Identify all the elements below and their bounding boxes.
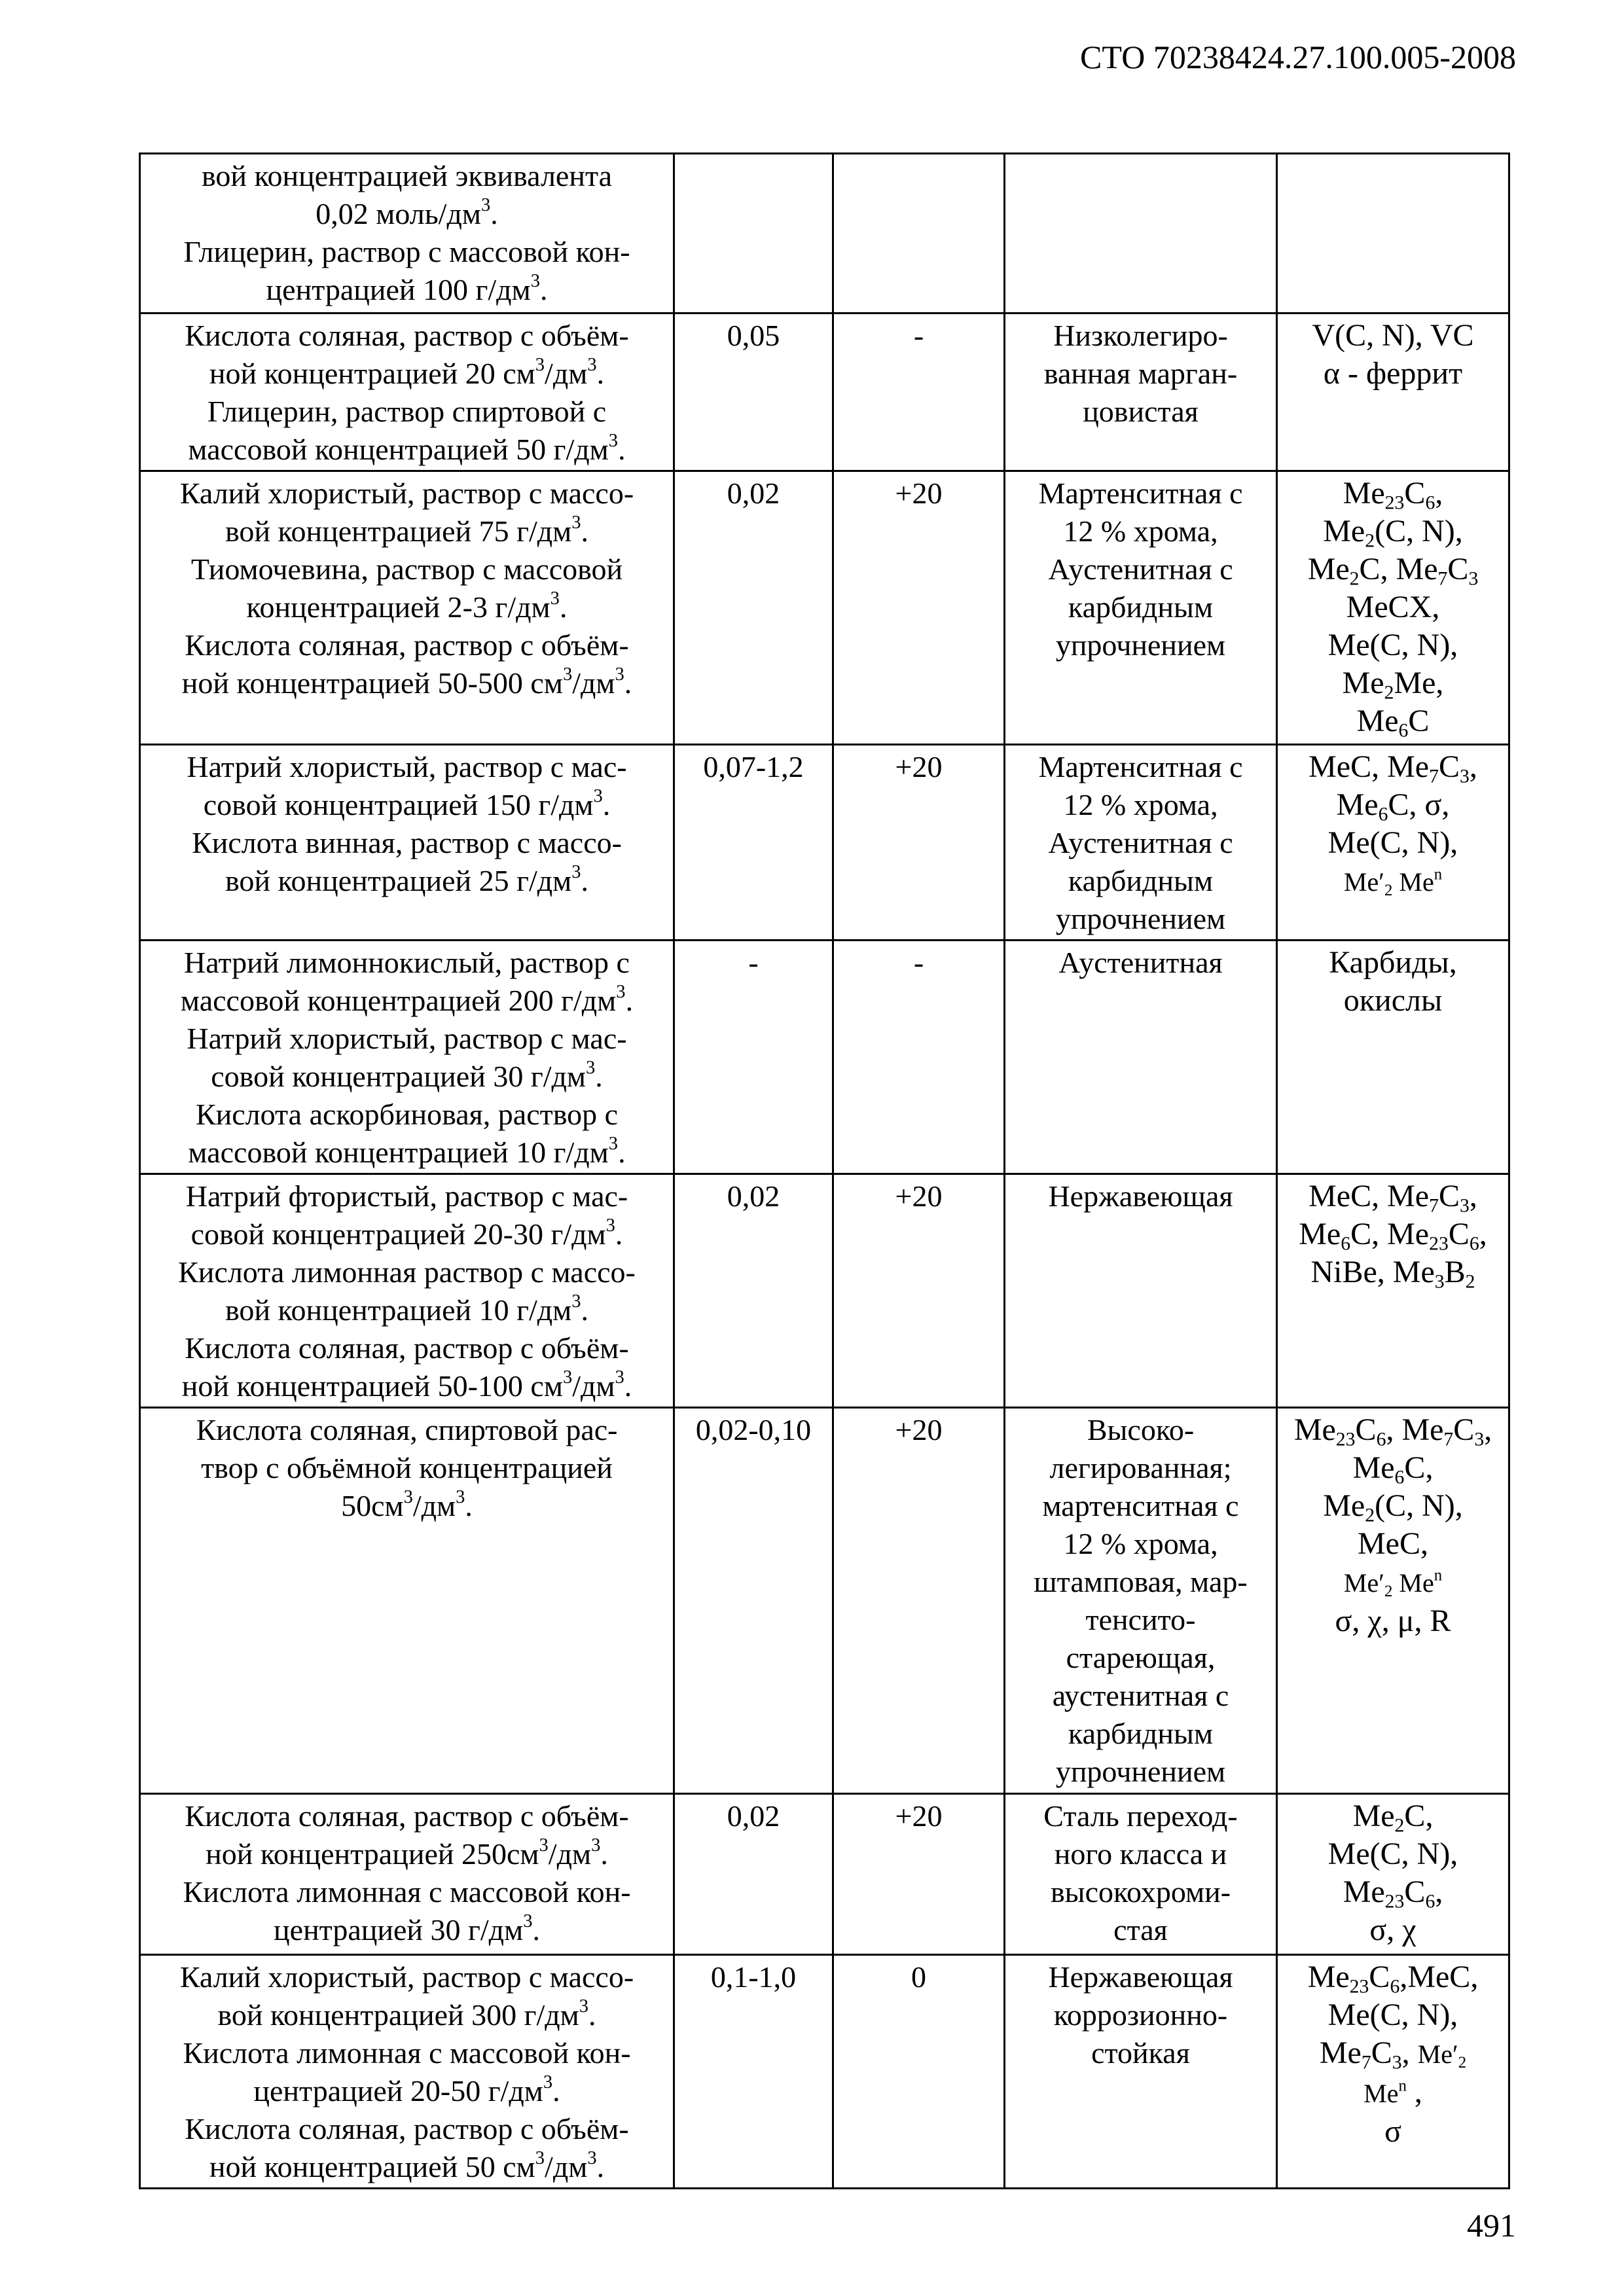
composition-line: 0,02 моль/$дм^3$. bbox=[316, 195, 498, 230]
composition-line: $50см^3/дм^3$. bbox=[341, 1487, 473, 1522]
table-body bbox=[140, 154, 1509, 2189]
phases-cell bbox=[1277, 1174, 1509, 1408]
phase-line: $Me_2(C$, N), bbox=[1323, 514, 1463, 552]
composition-line: Тиомочевина, раствор с массовой bbox=[190, 552, 623, 586]
composition-line: массовой концентрацией 200 $г/дм^3$. bbox=[180, 982, 634, 1017]
composition-line: Кислота лимонная с массовой кон- bbox=[183, 2036, 631, 2070]
steel-class-line: карбидным bbox=[1068, 864, 1214, 897]
steel-class-line: высокохроми- bbox=[1050, 1875, 1231, 1909]
steel-class-line: Нержавеющая bbox=[1048, 1960, 1233, 1994]
composition-cell bbox=[140, 314, 674, 471]
steel-class-line: легированная; bbox=[1049, 1451, 1232, 1484]
steel-class-line: Аустенитная bbox=[1058, 946, 1223, 979]
temperature-cell: - bbox=[833, 314, 1005, 471]
phases-cell bbox=[1277, 471, 1509, 745]
document-code: СТО 70238424.27.100.005-2008 bbox=[1080, 39, 1516, 75]
composition-line: Кислота лимонная с массовой кон- bbox=[183, 1875, 631, 1909]
composition-line: Натрий хлористый, раствор с мас- bbox=[187, 1022, 627, 1055]
phase-line: MeC, $Me_7C_3$, bbox=[1308, 1179, 1477, 1217]
phase-line: $Me_2Me$, bbox=[1342, 666, 1444, 704]
steel-class-line: ванная марган- bbox=[1043, 357, 1238, 390]
phase-line: $Me_6C$, $Me_{23}C_6$, bbox=[1299, 1217, 1487, 1255]
steel-class-line: 12 % хрома, bbox=[1063, 788, 1218, 821]
temperature-cell: 0 bbox=[833, 1955, 1005, 2189]
phases-cell bbox=[1277, 1955, 1509, 2189]
phase-line: σ bbox=[1384, 2114, 1401, 2149]
composition-line: Кислота винная, раствор с массо- bbox=[192, 826, 622, 859]
composition-line: Кислота лимонная раствор с массо- bbox=[178, 1255, 636, 1289]
composition-line: Калий хлористый, раствор с массо- bbox=[179, 476, 634, 510]
steel-class-line: мартенситная с bbox=[1042, 1489, 1239, 1522]
phase-line: α - феррит bbox=[1323, 356, 1463, 391]
table-row bbox=[140, 471, 1509, 745]
table-row bbox=[140, 941, 1509, 1174]
composition-line: центрацией 30 $г/дм^3$. bbox=[274, 1911, 540, 1946]
composition-line: совой концентрацией 150 $г/дм^3$. bbox=[203, 786, 611, 821]
steel-class-line: Мартенситная с bbox=[1038, 476, 1243, 510]
phase-line: $Me_6C$ bbox=[1356, 704, 1430, 742]
table-row bbox=[140, 154, 1509, 314]
composition-line: центрацией 100 $г/дм^3$. bbox=[266, 271, 548, 306]
table-row bbox=[140, 745, 1509, 941]
composition-line: Кислота соляная, спиртовой рас- bbox=[196, 1413, 618, 1446]
composition-line: ной концентрацией 50-100 $см^3/дм^3$. bbox=[181, 1367, 632, 1403]
composition-line: Кислота соляная, раствор с объём- bbox=[185, 1799, 629, 1833]
composition-line: Кислота соляная, раствор с объём- bbox=[185, 319, 629, 352]
composition-cell bbox=[140, 1174, 674, 1408]
current-density-cell: 0,02 bbox=[674, 471, 833, 745]
steel-class-line: 12 % хрома, bbox=[1063, 514, 1218, 548]
composition-line: ной концентрацией $250см^3/дм^3$. bbox=[206, 1835, 608, 1871]
composition-cell bbox=[140, 471, 674, 745]
phase-line: σ, χ, μ, R bbox=[1335, 1604, 1451, 1638]
phase-line: $Me_{23}C_6$, bbox=[1343, 476, 1443, 514]
steel-class-line: карбидным bbox=[1068, 1717, 1214, 1750]
phase-line: MeCX, bbox=[1346, 590, 1440, 624]
composition-line: Калий хлористый, раствор с массо- bbox=[179, 1960, 634, 1994]
temperature-cell: +20 bbox=[833, 745, 1005, 941]
temperature-cell: +20 bbox=[833, 1174, 1005, 1408]
phase-line: Me(C, N), bbox=[1327, 1998, 1458, 2032]
steel-class-line: Нержавеющая bbox=[1048, 1179, 1233, 1213]
phases-cell bbox=[1277, 1794, 1509, 1955]
current-density-cell: 0,02 bbox=[674, 1174, 833, 1408]
phase-line: окислы bbox=[1343, 983, 1443, 1018]
composition-line: массовой концентрацией 10 $г/дм^3$. bbox=[188, 1134, 626, 1169]
steel-class-line: Мартенситная с bbox=[1038, 750, 1243, 783]
phases-cell bbox=[1277, 1408, 1509, 1794]
composition-cell bbox=[140, 1955, 674, 2189]
phase-line: $Me_{23}C_6$, $Me_7C_3$, bbox=[1293, 1412, 1492, 1450]
table-row bbox=[140, 1955, 1509, 2189]
phase-line: $Me'_2$ Me$^n$ bbox=[1343, 865, 1443, 899]
composition-line: вой концентрацией эквивалента bbox=[201, 159, 613, 192]
steel-class-line: стая bbox=[1113, 1913, 1168, 1946]
composition-line: концентрацией 2-3 $г/дм^3$. bbox=[246, 588, 568, 624]
composition-line: Кислота соляная, раствор с объём- bbox=[185, 628, 629, 662]
current-density-cell: - bbox=[674, 941, 833, 1174]
phase-line: Me$^n$ , bbox=[1363, 2075, 1422, 2109]
steel-class-line: ного класса и bbox=[1054, 1837, 1227, 1871]
steel-class-line: цовистая bbox=[1083, 395, 1199, 428]
steel-class-line: Аустенитная с bbox=[1048, 552, 1233, 586]
phase-line: $Me_6C$, bbox=[1352, 1450, 1434, 1488]
composition-line: вой концентрацией 25 $г/дм^3$. bbox=[225, 862, 589, 897]
composition-line: Кислота аскорбиновая, раствор с bbox=[195, 1098, 619, 1131]
steel-class-line: стойкая bbox=[1091, 2036, 1190, 2070]
composition-cell bbox=[140, 1408, 674, 1794]
current-density-cell bbox=[674, 154, 833, 314]
electrolyte-table bbox=[139, 152, 1510, 2189]
phase-line: $Me_6C$, σ, bbox=[1336, 787, 1450, 825]
phase-line: Me(C, N), bbox=[1327, 1837, 1458, 1871]
table-row bbox=[140, 314, 1509, 471]
composition-line: ной концентрацией 50 $см^3/дм^3$. bbox=[209, 2148, 605, 2183]
steel-class-cell bbox=[1005, 154, 1277, 314]
current-density-cell: 0,02-0,10 bbox=[674, 1408, 833, 1794]
phases-cell bbox=[1277, 941, 1509, 1174]
temperature-cell bbox=[833, 154, 1005, 314]
current-density-cell: 0,05 bbox=[674, 314, 833, 471]
table-row bbox=[140, 1174, 1509, 1408]
composition-line: твор с объёмной концентрацией bbox=[201, 1451, 613, 1484]
temperature-cell: +20 bbox=[833, 471, 1005, 745]
steel-class-line: штамповая, мар- bbox=[1034, 1565, 1248, 1598]
steel-class-line: упрочнением bbox=[1055, 902, 1226, 935]
steel-class-line: 12 % хрома, bbox=[1063, 1527, 1218, 1560]
steel-class-line: Низколегиро- bbox=[1053, 319, 1228, 352]
steel-class-line: аустенитная с bbox=[1052, 1679, 1229, 1712]
composition-line: ной концентрацией 50-500 $см^3/дм^3$. bbox=[181, 664, 632, 700]
current-density-cell: 0,02 bbox=[674, 1794, 833, 1955]
steel-class-cell bbox=[1005, 471, 1277, 745]
phase-line: V(C, N), VC bbox=[1312, 318, 1474, 353]
steel-class-line: карбидным bbox=[1068, 590, 1214, 624]
steel-class-cell bbox=[1005, 1955, 1277, 2189]
composition-line: Глицерин, раствор с массовой кон- bbox=[183, 235, 630, 268]
temperature-cell: - bbox=[833, 941, 1005, 1174]
phase-line: $Me_2(C$, N), bbox=[1323, 1488, 1463, 1526]
composition-line: Натрий фтористый, раствор с мас- bbox=[185, 1179, 628, 1213]
current-density-cell: 0,1-1,0 bbox=[674, 1955, 833, 2189]
table-row bbox=[140, 1794, 1509, 1955]
composition-line: вой концентрацией 300 $г/дм^3$. bbox=[217, 1996, 596, 2032]
page-number: 491 bbox=[1467, 2207, 1516, 2244]
phase-line: $Me_{23}C_6$, bbox=[1343, 1874, 1443, 1912]
steel-class-line: Высоко- bbox=[1087, 1413, 1195, 1446]
phase-line: $Me'_2$ Me$^n$ bbox=[1343, 1566, 1443, 1600]
temperature-cell: +20 bbox=[833, 1408, 1005, 1794]
phases-cell bbox=[1277, 745, 1509, 941]
composition-cell bbox=[140, 941, 674, 1174]
phases-cell bbox=[1277, 154, 1509, 314]
steel-class-cell bbox=[1005, 745, 1277, 941]
steel-class-line: Аустенитная с bbox=[1048, 826, 1233, 859]
phase-line: $Me_2C$, $Me_7C_3$ bbox=[1307, 552, 1479, 590]
composition-line: совой концентрацией 20-30 $г/дм^3$. bbox=[190, 1215, 623, 1251]
composition-line: Кислота соляная, раствор с объём- bbox=[185, 2112, 629, 2145]
composition-line: центрацией 20-50 $г/дм^3$. bbox=[253, 2072, 560, 2108]
composition-line: совой концентрацией 30 $г/дм^3$. bbox=[211, 1058, 603, 1093]
composition-line: вой концентрацией 75 $г/дм^3$. bbox=[225, 512, 589, 548]
composition-cell bbox=[140, 1794, 674, 1955]
composition-line: массовой концентрацией 50 $г/дм^3$. bbox=[188, 431, 626, 466]
composition-line: Натрий хлористый, раствор с мас- bbox=[187, 750, 627, 783]
phases-cell bbox=[1277, 314, 1509, 471]
composition-line: Глицерин, раствор спиртовой с bbox=[207, 395, 607, 428]
composition-cell bbox=[140, 745, 674, 941]
phase-line: σ, χ bbox=[1369, 1912, 1416, 1947]
phase-line: $Me_7C_3$, $Me'_2$ bbox=[1319, 2036, 1467, 2073]
phase-line: MeC, $Me_7C_3$, bbox=[1308, 749, 1477, 787]
steel-class-line: коррозионно- bbox=[1053, 1998, 1228, 2032]
current-density-cell: 0,07-1,2 bbox=[674, 745, 833, 941]
phase-line: MeC, bbox=[1358, 1526, 1428, 1561]
steel-class-cell bbox=[1005, 1174, 1277, 1408]
composition-cell bbox=[140, 154, 674, 314]
phase-line: $Me_{23}C_6,MeC$, bbox=[1307, 1960, 1479, 1998]
steel-class-cell bbox=[1005, 1794, 1277, 1955]
steel-class-line: упрочнением bbox=[1055, 628, 1226, 662]
phase-line: Me(C, N), bbox=[1327, 825, 1458, 860]
steel-class-line: тенсито- bbox=[1085, 1603, 1196, 1636]
composition-line: вой концентрацией 10 $г/дм^3$. bbox=[225, 1291, 589, 1327]
temperature-cell: +20 bbox=[833, 1794, 1005, 1955]
steel-class-cell bbox=[1005, 314, 1277, 471]
steel-class-cell bbox=[1005, 941, 1277, 1174]
steel-class-cell bbox=[1005, 1408, 1277, 1794]
composition-line: Кислота соляная, раствор с объём- bbox=[185, 1331, 629, 1365]
steel-class-line: стареющая, bbox=[1066, 1641, 1216, 1674]
phase-line: Me(C, N), bbox=[1327, 628, 1458, 662]
composition-line: Натрий лимоннокислый, раствор с bbox=[184, 946, 630, 979]
phase-line: Карбиды, bbox=[1329, 945, 1457, 980]
phase-line: $Me_2C$, bbox=[1352, 1799, 1434, 1837]
composition-line: ной концентрацией 20 $см^3/дм^3$. bbox=[209, 355, 605, 390]
phase-line: NiBe, $Me_3B_2$ bbox=[1310, 1255, 1475, 1293]
table-row bbox=[140, 1408, 1509, 1794]
steel-class-line: упрочнением bbox=[1055, 1755, 1226, 1788]
steel-class-line: Сталь переход- bbox=[1043, 1799, 1238, 1833]
